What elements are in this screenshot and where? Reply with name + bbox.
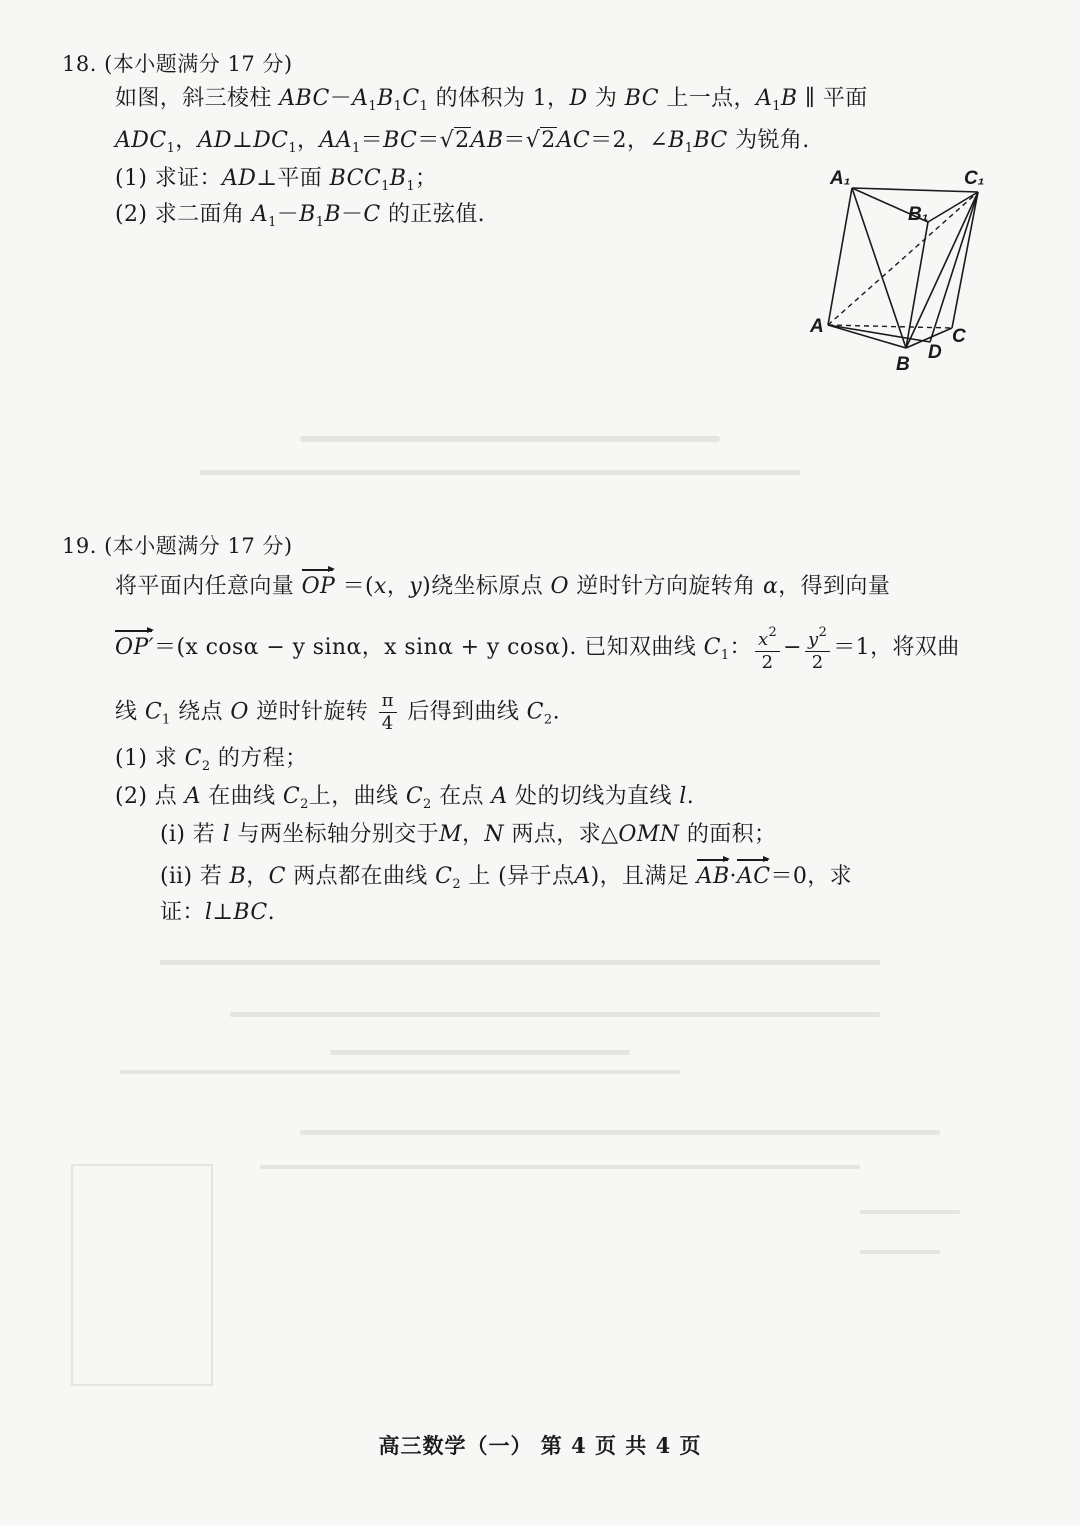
- q19-part-2: (2) 点 A 在曲线 $C_2$上，曲线 $C_2$ 在点 A 处的切线为直线 l.: [115, 784, 695, 812]
- q18-number: 18.: [62, 52, 97, 76]
- q18-part-2: (2) 求二面角 $A_1-B_1B-C$ 的正弦值.: [115, 202, 486, 230]
- label-C: C: [952, 326, 966, 347]
- label-A: A: [810, 316, 824, 337]
- label-B1: B₁: [908, 204, 929, 225]
- q18-part-1: (1) 求证：AD⊥平面 $BCC_1B_1$；: [115, 166, 438, 194]
- q19-part-2-ii: (ⅱ) 若 B，C 两点都在曲线 $C_2$ 上 (异于点A)，且满足 AB·AC＝0，求: [160, 864, 853, 892]
- q19-score: (本小题满分 17 分): [104, 534, 293, 558]
- q19-part-2-ii-cont: 证：l⊥BC.: [160, 900, 275, 925]
- label-C1: C₁: [964, 168, 985, 189]
- q18-line-1: 如图，斜三棱柱 $ABC-A_1B_1C_1$ 的体积为 1，D 为 BC 上一点，$A_1B$ ∥ 平面: [115, 86, 868, 114]
- page-footer: 高三数学（一） 第 4 页 共 4 页: [378, 1433, 702, 1458]
- label-A1: A₁: [830, 168, 851, 189]
- q19-part-1: (1) 求 $C_2$ 的方程；: [115, 746, 308, 774]
- q19-line-2: OP′＝(x cosα − y sinα，x sinα + y cosα). 已知双曲线 $C_1$： $\frac{x^2}{2}$ − $\frac{y^2}{2}$ ＝1，将双曲: [115, 622, 960, 674]
- q19-number: 19.: [62, 534, 97, 558]
- q19-line-3: 线 $C_1$ 绕点 O 逆时针旋转 $\frac{\pi}{4}$ 后得到曲线 $C_2$.: [115, 690, 560, 734]
- q18-score: (本小题满分 17 分): [104, 52, 293, 76]
- q19-part-2-i: (ⅰ) 若 l 与两坐标轴分别交于M，N 两点，求△OMN 的面积；: [160, 822, 777, 847]
- q18-line-2: $ADC_1$，$AD\perp DC_1$，$AA_1=BC=√2AB=√2AC=2$，$\angle B_1BC$ 为锐角.: [115, 128, 810, 156]
- label-D: D: [928, 342, 942, 363]
- label-B: B: [896, 354, 910, 375]
- q19-line-1: 将平面内任意向量 OP ＝(x，y)绕坐标原点 O 逆时针方向旋转角 α，得到向量: [115, 572, 890, 602]
